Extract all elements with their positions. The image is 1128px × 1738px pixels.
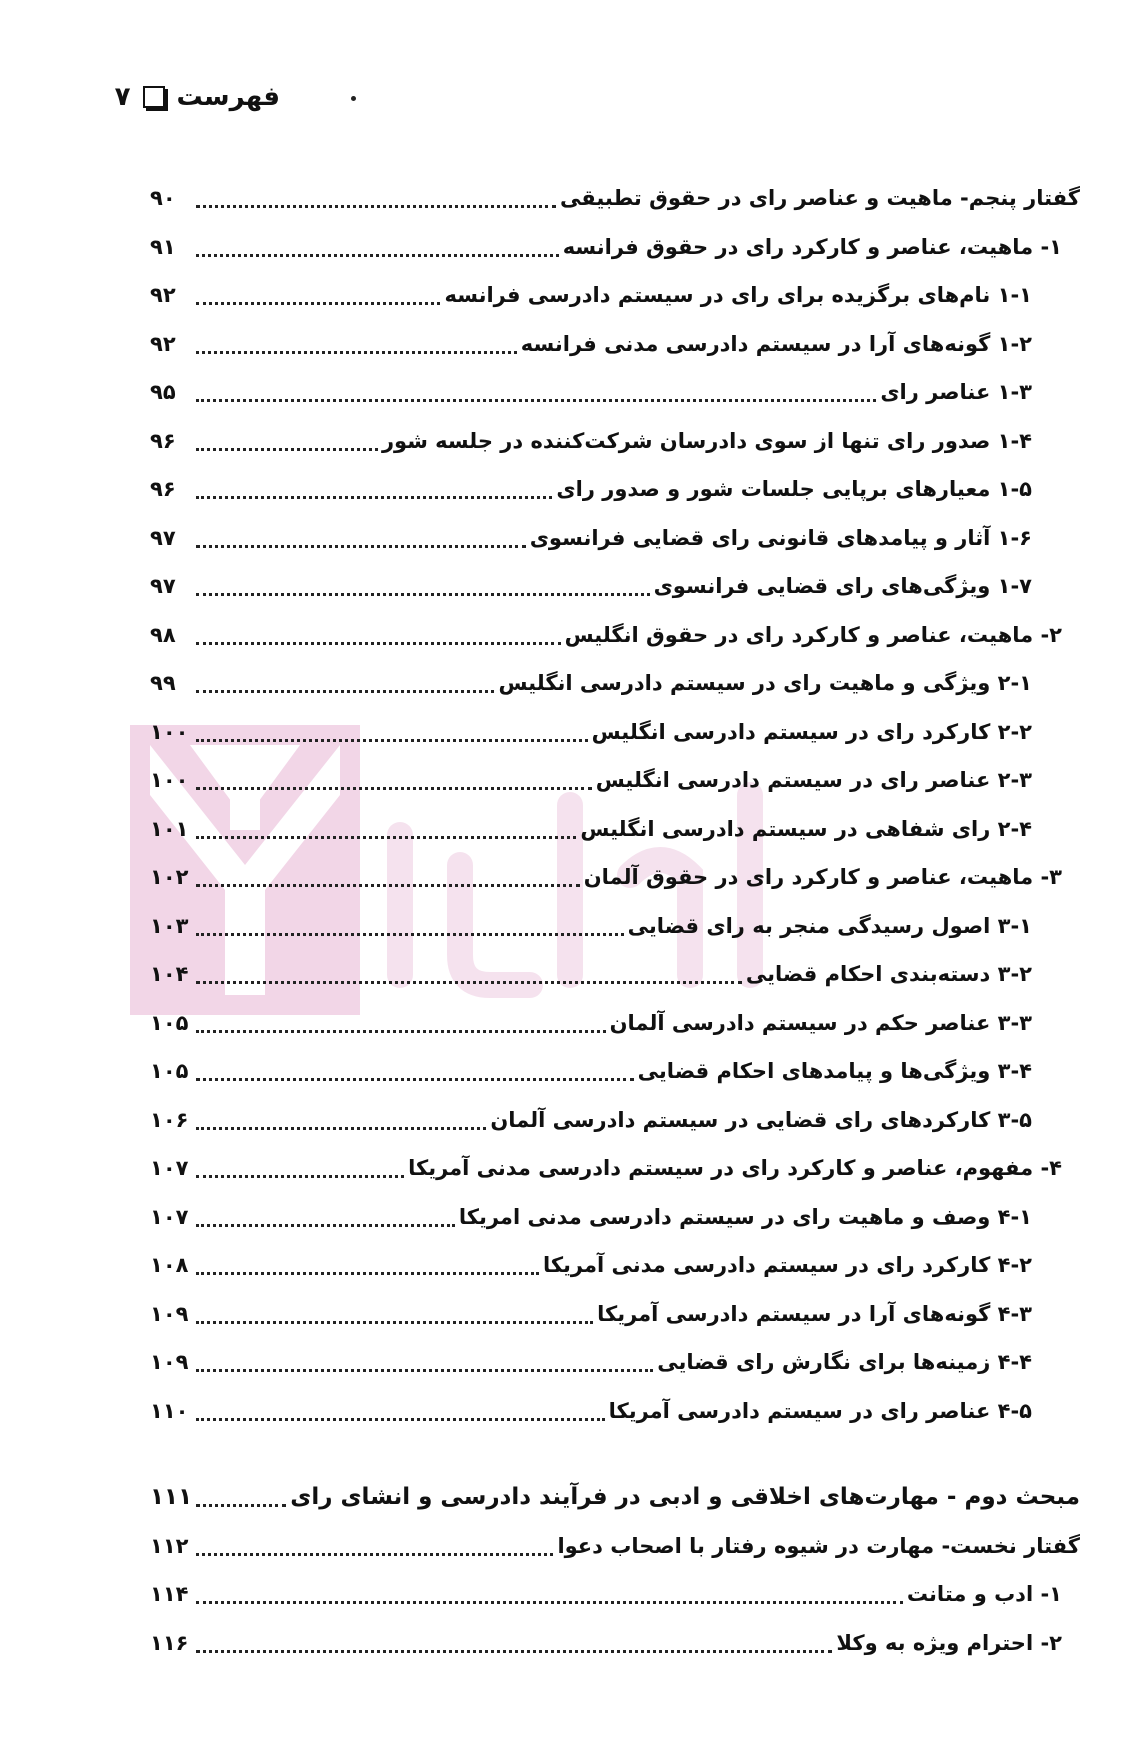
toc-entry-page: ۹۲ xyxy=(150,283,176,307)
toc-entry-page: ۱۰۵ xyxy=(150,1059,189,1083)
toc-entry-page: ۱۰۴ xyxy=(150,962,189,986)
dot-leader xyxy=(196,690,494,693)
header-page-number: ۷ xyxy=(114,82,131,112)
toc-entry xyxy=(150,1003,1080,1043)
toc-entry-title: ۱-۶ آثار و پیامدهای قانونی رای قضایی فرانسوی xyxy=(529,525,1032,550)
toc-entry xyxy=(150,954,1080,994)
toc-entry xyxy=(150,1245,1080,1285)
dot-leader xyxy=(196,448,378,451)
toc-entry xyxy=(150,1148,1080,1188)
dot-leader xyxy=(196,1650,832,1653)
toc-entry-title: ۴-۱ وصف و ماهیت رای در سیستم دادرسی مدنی امریکا xyxy=(458,1204,1032,1229)
toc-entry xyxy=(150,372,1080,412)
dot-leader xyxy=(196,254,559,257)
toc-entry xyxy=(150,324,1080,364)
dot-leader xyxy=(196,1418,605,1421)
toc-entry-page: ۱۰۷ xyxy=(150,1204,189,1229)
dot-leader xyxy=(196,981,742,984)
toc-entry xyxy=(150,566,1080,606)
toc-entry-title: ۲- احترام ویژه به وکلا xyxy=(836,1630,1062,1655)
dot-leader xyxy=(196,642,561,645)
toc-entry-page: ۱۰۰ xyxy=(150,768,189,792)
toc-entry-page: ۱۰۹ xyxy=(150,1350,189,1374)
toc-entry xyxy=(150,1623,1080,1663)
toc-entry xyxy=(150,1391,1080,1431)
toc-entry-page: ۱۰۰ xyxy=(150,719,189,744)
toc-entry-page: ۱۱۴ xyxy=(150,1582,189,1606)
dot-leader xyxy=(196,933,624,936)
toc-entry-page: ۱۱۲ xyxy=(150,1533,189,1558)
toc-entry xyxy=(150,663,1080,703)
dot-leader xyxy=(196,496,552,499)
dot-mark xyxy=(351,96,356,101)
dot-leader xyxy=(196,399,876,402)
dot-leader xyxy=(196,1127,486,1130)
toc-entry-page: ۱۰۳ xyxy=(150,913,189,938)
toc-entry-title: ۱- ماهیت، عناصر و کارکرد رای در حقوق فرانسه xyxy=(562,234,1062,259)
toc-entry xyxy=(150,857,1080,897)
toc-entry xyxy=(150,1342,1080,1382)
toc-entry-title: ۳-۱ اصول رسیدگی منجر به رای قضایی xyxy=(627,913,1032,938)
toc-entry-page: ۱۰۵ xyxy=(150,1010,189,1035)
dot-leader xyxy=(196,1224,455,1227)
toc-entry xyxy=(150,1197,1080,1237)
toc-entry-page: ۹۷ xyxy=(150,525,176,550)
dot-leader xyxy=(196,1175,404,1178)
dot-leader xyxy=(196,593,650,596)
dot-leader xyxy=(196,884,580,887)
toc-entry xyxy=(150,178,1080,218)
toc-entry-page: ۱۱۶ xyxy=(150,1630,189,1655)
dot-leader xyxy=(196,1504,286,1507)
dot-leader xyxy=(196,1601,903,1604)
toc-entry-page: ۹۰ xyxy=(150,186,176,210)
toc-entry-page: ۹۸ xyxy=(150,622,176,647)
toc-entry-title: ۴-۵ عناصر رای در سیستم دادرسی آمریکا xyxy=(608,1398,1032,1423)
toc-entry-title: ۴-۲ کارکرد رای در سیستم دادرسی مدنی آمریکا xyxy=(542,1253,1032,1277)
dot-leader xyxy=(196,351,517,354)
toc-entry-title: ۴-۴ زمینه‌ها برای نگارش رای قضایی xyxy=(657,1350,1032,1374)
toc-entry xyxy=(150,615,1080,655)
toc-entry-title: مبحث دوم - مهارت‌های اخلاقی و ادبی در فرآیند دادرسی و انشای رای xyxy=(290,1484,1080,1510)
toc-entry xyxy=(150,1526,1080,1566)
toc-entry-page: ۱۰۸ xyxy=(150,1253,189,1277)
toc-entry xyxy=(150,1294,1080,1334)
header-title: فهرست xyxy=(176,82,280,112)
dot-leader xyxy=(196,1078,634,1081)
dot-leader xyxy=(196,787,592,790)
dot-leader xyxy=(196,1030,606,1033)
toc-entry-page: ۱۱۰ xyxy=(150,1398,189,1423)
square-icon xyxy=(143,86,165,108)
dot-leader xyxy=(196,1321,593,1324)
toc-entry-title: ۳-۲ دسته‌بندی احکام قضایی xyxy=(745,962,1032,986)
toc-entry xyxy=(150,1100,1080,1140)
toc-entry-page: ۱۰۷ xyxy=(150,1156,189,1180)
toc-entry xyxy=(150,760,1080,800)
toc-entry-title: گفتار پنجم- ماهیت و عناصر رای در حقوق تطبیقی xyxy=(559,186,1080,210)
toc-entry-page: ۹۱ xyxy=(150,234,176,259)
toc-entry-page: ۹۶ xyxy=(150,477,176,501)
toc-entry-title: ۲-۳ عناصر رای در سیستم دادرسی انگلیس xyxy=(595,768,1032,792)
toc-entry-title: ۱-۷ ویژگی‌های رای قضایی فرانسوی xyxy=(653,574,1032,598)
toc-entry-title: ۲-۴ رای شفاهی در سیستم دادرسی انگلیس xyxy=(580,816,1032,841)
toc-entry-page: ۹۵ xyxy=(150,380,176,404)
toc-entry-title: ۴-۳ گونه‌های آرا در سیستم دادرسی آمریکا xyxy=(597,1301,1032,1326)
toc-entry-title: ۱- ادب و متانت xyxy=(906,1582,1062,1606)
toc-entry-title: ۳-۵ کارکردهای رای قضایی در سیستم دادرسی آلمان xyxy=(490,1107,1032,1132)
toc-entry-title: ۲- ماهیت، عناصر و کارکرد رای در حقوق انگلیس xyxy=(564,622,1062,647)
toc-entry xyxy=(150,906,1080,946)
toc-entry xyxy=(150,421,1080,461)
toc-entry xyxy=(150,227,1080,267)
toc-entry-title: ۱-۳ عناصر رای xyxy=(880,380,1032,404)
toc-entry-title: ۱-۵ معیارهای برپایی جلسات شور و صدور رای xyxy=(556,477,1032,501)
toc-entry xyxy=(150,712,1080,752)
toc-entry xyxy=(150,275,1080,315)
toc-entry-title: ۳-۴ ویژگی‌ها و پیامدهای احکام قضایی xyxy=(637,1059,1032,1083)
toc-entry-title: ۱-۲ گونه‌های آرا در سیستم دادرسی مدنی فرانسه xyxy=(520,331,1032,356)
toc-entry-title: ۳- ماهیت، عناصر و کارکرد رای در حقوق آلمان xyxy=(583,865,1062,889)
toc-entry xyxy=(150,469,1080,509)
toc-entry xyxy=(150,518,1080,558)
toc-entry-page: ۱۰۲ xyxy=(150,865,189,889)
header-title-group xyxy=(115,82,280,112)
page-header xyxy=(0,82,1128,132)
toc-entry-title: ۱-۴ صدور رای تنها از سوی دادرسان شرکت‌کننده در جلسه شور xyxy=(381,428,1032,453)
toc-entry-title: گفتار نخست- مهارت در شیوه رفتار با اصحاب دعوا xyxy=(557,1533,1080,1558)
dot-leader xyxy=(196,545,526,548)
toc-entry-title: ۲-۲ کارکرد رای در سیستم دادرسی انگلیس xyxy=(591,719,1032,744)
dot-leader xyxy=(196,1369,653,1372)
toc-entry-page: ۱۱۱ xyxy=(150,1484,193,1510)
toc-entry-page: ۱۰۹ xyxy=(150,1301,189,1326)
toc-entry-page: ۹۹ xyxy=(150,671,176,695)
dot-leader xyxy=(196,1553,553,1556)
dot-leader xyxy=(196,739,588,742)
dot-leader xyxy=(196,1272,539,1275)
toc-entry-title: ۱-۱ نام‌های برگزیده برای رای در سیستم دادرسی فرانسه xyxy=(444,283,1032,307)
toc-entry-title: ۲-۱ ویژگی و ماهیت رای در سیستم دادرسی انگلیس xyxy=(498,671,1032,695)
dot-leader xyxy=(196,836,576,839)
toc-entry-page: ۹۲ xyxy=(150,331,176,356)
toc-entry-page: ۱۰۶ xyxy=(150,1107,189,1132)
toc-entry xyxy=(150,1574,1080,1614)
toc-entry-page: ۹۶ xyxy=(150,428,176,453)
toc-entry-title: ۳-۳ عناصر حکم در سیستم دادرسی آلمان xyxy=(609,1010,1032,1035)
toc-entry-page: ۹۷ xyxy=(150,574,176,598)
toc-entry-title: ۴- مفهوم، عناصر و کارکرد رای در سیستم دادرسی مدنی آمریکا xyxy=(408,1156,1062,1180)
toc-entry xyxy=(150,1477,1080,1517)
toc-entry xyxy=(150,809,1080,849)
dot-leader xyxy=(196,205,556,208)
toc-entry-page: ۱۰۱ xyxy=(150,816,189,841)
dot-leader xyxy=(196,302,440,305)
toc-entry xyxy=(150,1051,1080,1091)
